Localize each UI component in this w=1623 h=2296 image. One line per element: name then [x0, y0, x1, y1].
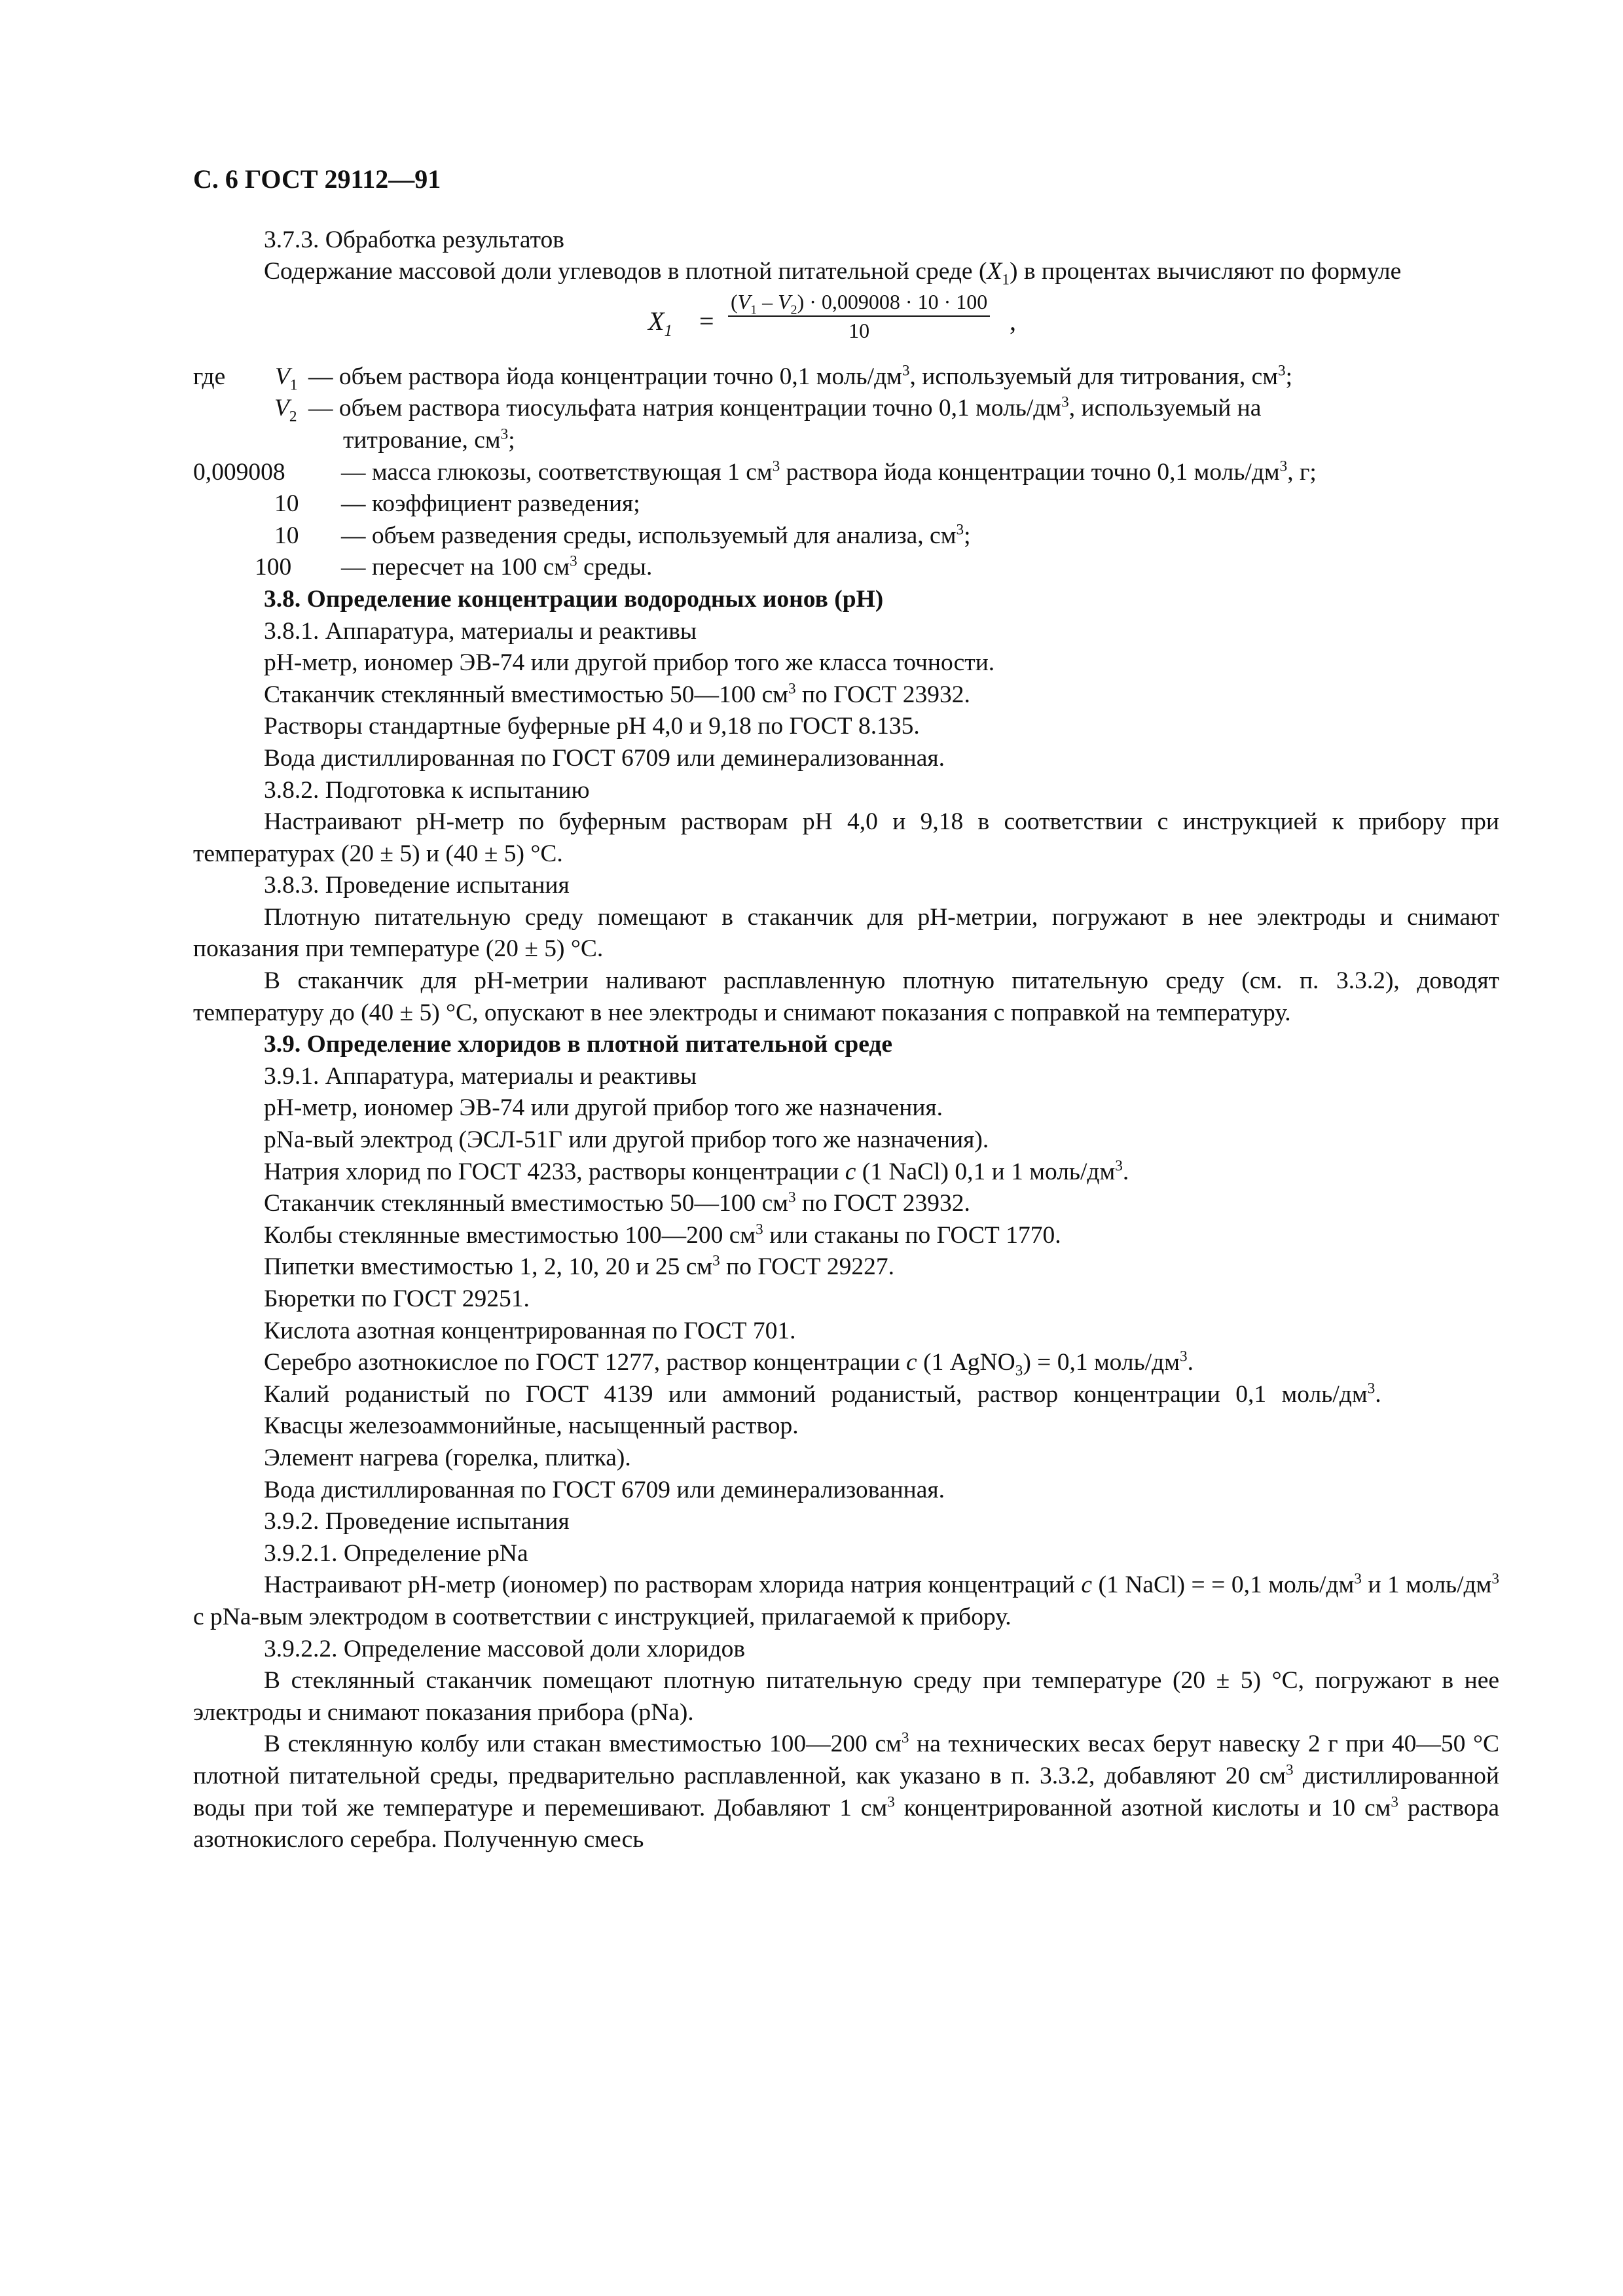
definitions-list: [193, 361, 1499, 584]
definition-glucose-mass: [193, 457, 1499, 489]
list-item: Стаканчик стеклянный вместимостью 50—100 $см^3$ по ГОСТ 23932.: [264, 1189, 970, 1217]
subsection-3-8-3-title: 3.8.3. Проведение испытания: [264, 872, 570, 899]
definition-v1: [193, 361, 1499, 393]
formula-numerator: $(V_1 - V_2) \cdot 0,009008 \cdot 10 \cdot 100$: [728, 288, 990, 317]
subsection-3-9-2-1-title: 3.9.2.1. Определение pNa: [264, 1539, 528, 1567]
definition-dilution-volume: [193, 520, 1499, 552]
formula-lhs: $X_1$: [648, 306, 672, 340]
formula-denominator: 10: [848, 318, 870, 342]
list-item: Натрия хлорид по ГОСТ 4233, растворы концентрации с (1 NaCl) 0,1 и 1 моль/$дм^3$.: [264, 1157, 1129, 1185]
definition-recalculation: [193, 552, 1499, 584]
subsection-3-8-1-title: 3.8.1. Аппаратура, материалы и реактивы: [264, 617, 697, 645]
definition-text: — коэффициент разведения;: [341, 490, 640, 518]
paragraph-3-8-3-a: Плотную питательную среду помещают в стаканчик для рН-метрии, погружают в нее электроды и снимают показания при температуре (20 ± 5) °С.: [193, 903, 1499, 963]
paragraph-3-9-2-2-a: В стеклянный стаканчик помещают плотную питательную среду при температуре (20 ± 5) °С, погружают в нее электроды и снимают показания прибора (pNa).: [193, 1667, 1499, 1726]
subsection-3-8-2-title: 3.8.2. Подготовка к испытанию: [264, 776, 590, 804]
formula-equals: =: [699, 306, 714, 336]
subsection-3-9-2-2-title: 3.9.2.2. Определение массовой доли хлоридов: [264, 1635, 746, 1662]
paragraph-3-7-3-intro: Содержание массовой доли углеводов в плотной питательной среде $(X_1)$ в процентах вычисляют по формуле: [264, 258, 1402, 289]
list-item: Кислота азотная концентрированная по ГОСТ 701.: [264, 1317, 796, 1344]
definition-text: — объем раствора тиосульфата натрия концентрации точно 0,1 моль/$дм^3$, используемый на: [308, 393, 1262, 422]
list-item: pNa-вый электрод (ЭСЛ-51Г или другой прибор того же назначения).: [264, 1126, 989, 1154]
definition-key: 10: [274, 522, 299, 549]
definition-key: 100: [255, 554, 292, 581]
formula-comma: ,: [1010, 306, 1016, 336]
subsection-3-9-1-title: 3.9.1. Аппаратура, материалы и реактивы: [264, 1062, 697, 1090]
formula-fraction: [728, 288, 990, 344]
definition-text: — пересчет на 100 $см^3$ среды.: [341, 552, 653, 581]
section-3-8-heading: 3.8. Определение концентрации водородных ионов (рН): [264, 585, 884, 613]
subsection-3-9-2-title: 3.9.2. Проведение испытания: [264, 1508, 570, 1535]
definition-text: — масса глюкозы, соответствующая 1 $см^3$ раствора йода концентрации точно 0,1 моль/$дм^3$, г;: [341, 457, 1317, 486]
list-item: Квасцы железоаммонийные, насыщенный раствор.: [264, 1412, 799, 1440]
subsection-3-7-3-title: 3.7.3. Обработка результатов: [264, 226, 564, 253]
list-item: Колбы стеклянные вместимостью 100—200 $см^3$ или стаканы по ГОСТ 1770.: [264, 1221, 1061, 1249]
page-header: С. 6 ГОСТ 29112—91: [193, 164, 441, 194]
definition-key: $V_1$: [275, 363, 298, 394]
list-item: Вода дистиллированная по ГОСТ 6709 или деминерализованная.: [264, 1476, 945, 1503]
list-item: Пипетки вместимостью 1, 2, 10, 20 и 25 $см^3$ по ГОСТ 29227.: [264, 1252, 895, 1281]
list-item: Серебро азотнокислое по ГОСТ 1277, раствор концентрации с (1 AgNO$_3$) = 0,1 моль/$дм^3$.: [264, 1348, 1194, 1380]
definition-text: — объем разведения среды, используемый для анализа, $см^3$;: [341, 521, 971, 549]
document-page: [193, 164, 1499, 1856]
definition-text: — объем раствора йода концентрации точно 0,1 моль/$дм^3$, используемый для титрования, $см^3$;: [308, 362, 1293, 390]
definition-key: $V_2$: [274, 395, 297, 425]
definition-v2: [193, 393, 1499, 456]
paragraph-3-8-3-b: В стаканчик для рН-метрии наливают расплавленную плотную питательную среду (см. п. 3.3.2), доводят температуру до (40 ± 5) °С, опускают в нее электроды и снимают показания с поправкой на температуру.: [193, 967, 1499, 1026]
formula-x1: [648, 288, 1499, 361]
paragraph-3-8-2: Настраивают рН-метр по буферным растворам рН 4,0 и 9,18 в соответствии с инструкцией к прибору при температурах (20 ± 5) и (40 ± 5) °С.: [193, 808, 1499, 867]
list-item: Калий роданистый по ГОСТ 4139 или аммоний роданистый, раствор концентрации 0,1 моль/$дм^3$.: [264, 1380, 1381, 1408]
list-item: Растворы стандартные буферные рН 4,0 и 9,18 по ГОСТ 8.135.: [264, 713, 920, 740]
paragraph-3-9-2-2-b: В стеклянную колбу или стакан вместимостью 100—200 $см^3$ на технических весах берут навеску 2 г при 40—50 °С плотной питательной среды, предварительно расплавленной, как указано в п. 3.3.2, добавляют 20 $см^3$ дистиллированной воды при той же температуре и перемешивают. Добавляют 1 $см^3$ концентрированной азотной кислоты и 10 $см^3$ раствора азотнокислого серебра. Полученную смесь: [193, 1729, 1500, 1854]
list-item: Стаканчик стеклянный вместимостью 50—100 $см^3$ по ГОСТ 23932.: [264, 680, 970, 708]
list-item: Вода дистиллированная по ГОСТ 6709 или деминерализованная.: [264, 744, 945, 772]
paragraph-3-9-2-1: Настраивают рН-метр (иономер) по растворам хлорида натрия концентраций с (1 NaCl) = = 0,1 моль/$дм^3$ и 1 моль/$дм^3$ с pNa-вым электродом в соответствии с инструкцией, прилагаемой к прибору.: [193, 1570, 1499, 1630]
list-item: Элемент нагрева (горелка, плитка).: [264, 1444, 631, 1471]
list-item: Бюретки по ГОСТ 29251.: [264, 1285, 530, 1312]
list-item: рН-метр, иономер ЭВ-74 или другой прибор того же назначения.: [264, 1094, 943, 1122]
definition-dilution-coefficient: [193, 488, 1499, 520]
section-3-9-heading: 3.9. Определение хлоридов в плотной питательной среде: [264, 1031, 893, 1058]
definition-key: 10: [274, 490, 299, 518]
where-label: где: [193, 363, 226, 390]
definition-text-cont: титрование, $см^3$;: [343, 425, 515, 454]
definition-key: 0,009008: [193, 458, 285, 486]
list-item: рН-метр, иономер ЭВ-74 или другой прибор того же класса точности.: [264, 649, 995, 677]
